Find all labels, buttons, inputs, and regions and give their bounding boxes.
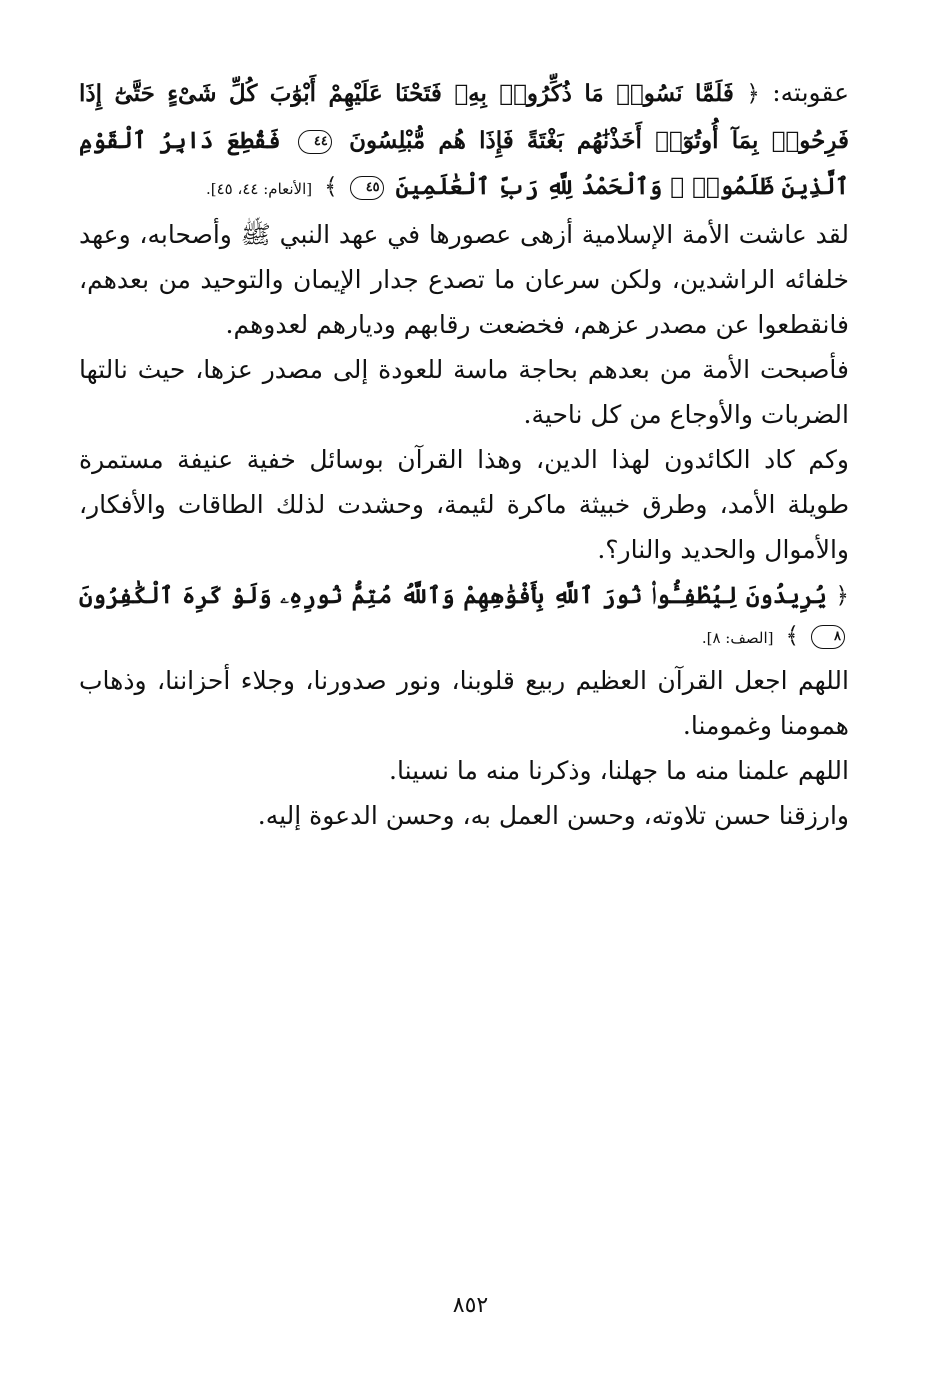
paragraph-prayer-1: اللهم اجعل القرآن العظيم ربيع قلوبنا، ونور صدورنا، وجلاء أحزاننا، وذهاب همومنا وغمومنا. xyxy=(79,666,849,740)
verse-reference: [الأنعام: ٤٤، ٤٥]. xyxy=(205,180,313,198)
ayah-number-marker: ٤٤ xyxy=(298,130,332,154)
ayah-number-marker: ٨ xyxy=(811,625,845,649)
paragraph-golden-age: لقد عاشت الأمة الإسلامية أزهى عصورها في عهد النبي ﷺ وأصحابه، وعهد خلفائه الراشدين، ولكن سرعان ما تصدع جدار الإيمان والتوحيد من بعدهم، فانقطعوا عن مصدر عزهم، فخضعت رقابهم وديارهم لعدوهم. xyxy=(79,220,849,339)
paragraph-need-return: فأصبحت الأمة من بعدهم بحاجة ماسة للعودة إلى مصدر عزها، حيث نالتها الضربات والأوجاع من كل ناحية. xyxy=(79,355,849,429)
verse-open-bracket: ﴿ xyxy=(746,81,760,107)
verse-text-saff-8: يُرِيدُونَ لِيُطْفِـُٔوا۟ نُورَ ٱللَّهِ بِأَفْوَٰهِهِمْ وَٱللَّهُ مُتِمُّ نُورِهِۦ وَلَوْ كَرِهَ ٱلْكَٰفِرُونَ xyxy=(79,582,827,609)
quran-verse-saff xyxy=(79,576,849,658)
quran-verse-anam xyxy=(79,80,849,200)
verse-close-bracket: ﴾ xyxy=(324,174,338,200)
verse-text-anam-45: فَقُطِعَ دَابِرُ ٱلْقَوْمِ ٱلَّذِينَ ظَلَمُوا۟ ۚ وَٱلْحَمْدُ لِلَّهِ رَبِّ ٱلْعَٰلَمِينَ xyxy=(79,127,849,200)
intro-lead: عقوبته: xyxy=(772,78,850,107)
ayah-number-marker: ٤٥ xyxy=(350,176,384,200)
paragraph-prayer-2: اللهم علمنا منه ما جهلنا، وذكرنا منه ما نسينا. xyxy=(389,756,849,785)
verse-open-bracket: ﴿ xyxy=(835,583,849,609)
page-number: ٨٥٢ xyxy=(452,1293,489,1318)
verse-text-anam-44: فَلَمَّا نَسُوا۟ مَا ذُكِّرُوا۟ بِهِۦ فَتَحْنَا عَلَيْهِمْ أَبْوَٰبَ كُلِّ شَىْءٍ حَتَّىٰٓ إِذَا فَرِحُوا۟ بِمَآ أُوتُوٓا۟ أَخَذْنَٰهُم بَغْتَةً فَإِذَا هُم مُّبْلِسُونَ xyxy=(79,80,850,154)
verse-close-bracket: ﴾ xyxy=(785,623,799,649)
page-body xyxy=(79,70,849,838)
intro-paragraph xyxy=(79,70,849,212)
paragraph-schemers: وكم كاد الكائدون لهذا الدين، وهذا القرآن بوسائل خفية عنيفة مستمرة طويلة الأمد، وطرق خبيثة ماكرة لئيمة، وحشدت لذلك الطاقات والأفكار، والأموال والحديد والنار؟. xyxy=(79,445,849,564)
verse-reference: [الصف: ٨]. xyxy=(701,629,774,647)
paragraph-prayer-3: وارزقنا حسن تلاوته، وحسن العمل به، وحسن الدعوة إليه. xyxy=(257,801,849,830)
